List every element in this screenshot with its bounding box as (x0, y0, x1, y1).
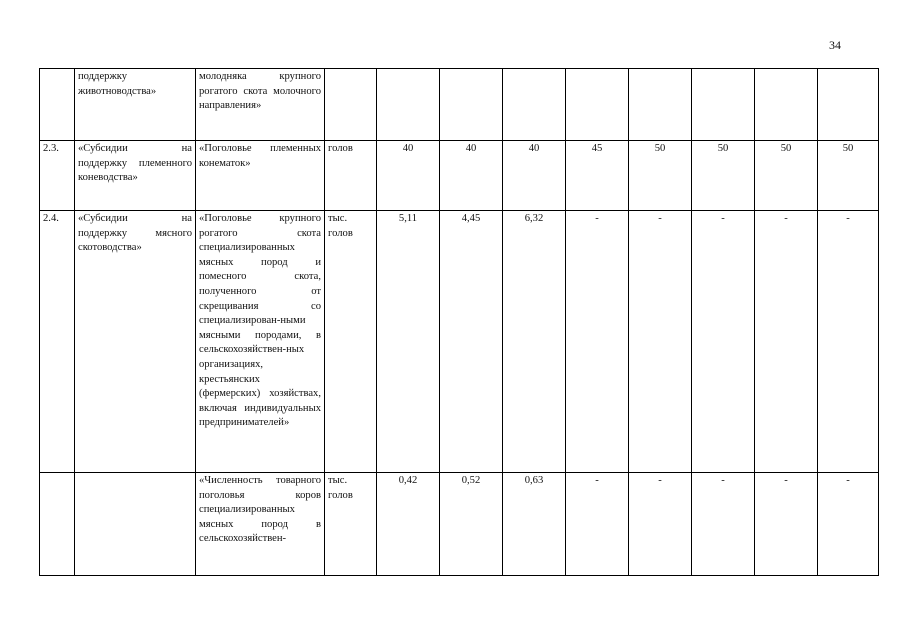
table-row (40, 69, 879, 141)
indicator-name: «Поголовье крупного рогатого скота специализированных мясных пород и помесного скота, полученного от скрещивания со специализирован-ными мясными породами, в сельскохозяйствен-ных организациях, крестьянских (фермерских) хозяйствах, включая индивидуальных предпринимателей» (196, 211, 325, 473)
value-cell: 0,52 (440, 473, 503, 576)
value-cell: - (755, 211, 818, 473)
indicators-table (39, 68, 879, 576)
value-cell: - (566, 211, 629, 473)
subsidy-name (75, 473, 196, 576)
value-cell: 5,11 (377, 211, 440, 473)
value-cell: 50 (629, 141, 692, 211)
value-cell: - (566, 473, 629, 576)
unit-cell: тыс. голов (325, 473, 377, 576)
table-row (40, 211, 879, 473)
indicator-name: «Поголовье племенных конематок» (196, 141, 325, 211)
value-cell: - (755, 473, 818, 576)
value-cell: 45 (566, 141, 629, 211)
value-cell: - (692, 211, 755, 473)
value-cell (629, 69, 692, 141)
value-cell (440, 69, 503, 141)
value-cell: 0,42 (377, 473, 440, 576)
value-cell (692, 69, 755, 141)
unit-cell: тыс. голов (325, 211, 377, 473)
table-row (40, 473, 879, 576)
page-number: 34 (829, 38, 841, 52)
value-cell (755, 69, 818, 141)
value-cell: - (629, 211, 692, 473)
subsidy-name: «Субсидии на поддержку мясного скотоводства» (75, 211, 196, 473)
value-cell (566, 69, 629, 141)
value-cell: 4,45 (440, 211, 503, 473)
value-cell: 40 (503, 141, 566, 211)
value-cell: 50 (755, 141, 818, 211)
value-cell: - (629, 473, 692, 576)
row-index (40, 69, 75, 141)
row-index: 2.4. (40, 211, 75, 473)
value-cell (818, 69, 879, 141)
value-cell (377, 69, 440, 141)
subsidy-name: «Субсидии на поддержку племенного коневодства» (75, 141, 196, 211)
value-cell: - (818, 211, 879, 473)
indicator-name: «Численность товарного поголовья коров специализированных мясных пород в сельскохозяйствен- (196, 473, 325, 576)
value-cell: 6,32 (503, 211, 566, 473)
indicator-name: молодняка крупного рогатого скота молочного направления» (196, 69, 325, 141)
value-cell: - (692, 473, 755, 576)
value-cell: 50 (692, 141, 755, 211)
value-cell: 40 (377, 141, 440, 211)
value-cell: 50 (818, 141, 879, 211)
value-cell (503, 69, 566, 141)
row-index: 2.3. (40, 141, 75, 211)
value-cell: - (818, 473, 879, 576)
unit-cell: голов (325, 141, 377, 211)
subsidy-name: поддержку животноводства» (75, 69, 196, 141)
table-row (40, 141, 879, 211)
value-cell: 0,63 (503, 473, 566, 576)
unit-cell (325, 69, 377, 141)
value-cell: 40 (440, 141, 503, 211)
row-index (40, 473, 75, 576)
